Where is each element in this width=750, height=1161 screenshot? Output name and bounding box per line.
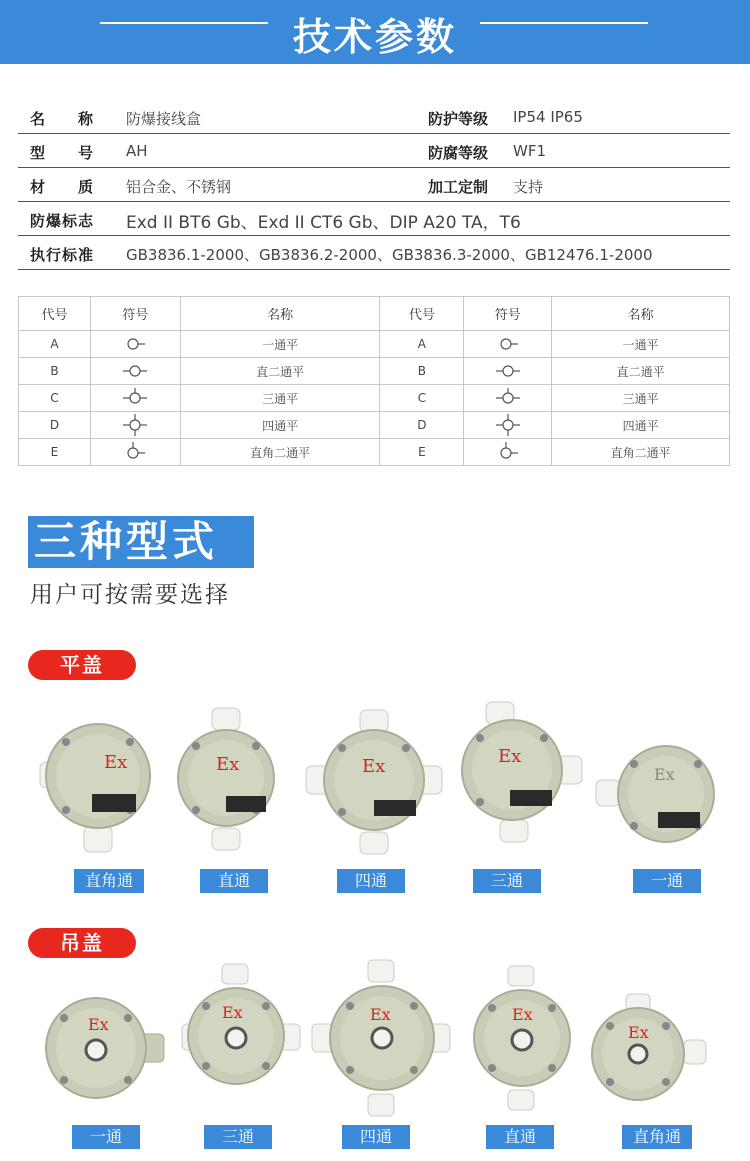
ex-mark: Ex bbox=[654, 765, 675, 784]
name-cell: 直角二通平 bbox=[552, 439, 730, 466]
code-cell: C bbox=[380, 385, 464, 412]
product-image-hanging-four-way bbox=[310, 958, 452, 1120]
spec-row bbox=[18, 100, 730, 134]
code-cell: A bbox=[380, 331, 464, 358]
ex-mark: Ex bbox=[628, 1023, 649, 1042]
product-image-flat-right-angle bbox=[32, 718, 164, 858]
section-title: 三种型式 bbox=[28, 516, 254, 568]
symbol-cell bbox=[90, 412, 180, 439]
name-cell: 三通平 bbox=[552, 385, 730, 412]
ex-mark: Ex bbox=[512, 1005, 533, 1024]
product-image-flat-straight bbox=[176, 706, 276, 856]
code-cell: B bbox=[19, 358, 91, 385]
ex-mark: Ex bbox=[104, 752, 128, 773]
table-row bbox=[19, 412, 730, 439]
right-angle-two-way-symbol-icon bbox=[491, 441, 525, 463]
name-cell: 三通平 bbox=[180, 385, 380, 412]
table-row bbox=[19, 385, 730, 412]
symbol-cell bbox=[464, 439, 552, 466]
code-table bbox=[18, 296, 730, 466]
name-cell: 一通平 bbox=[552, 331, 730, 358]
name-cell: 直二通平 bbox=[552, 358, 730, 385]
three-way-symbol-icon bbox=[491, 387, 525, 409]
spec-value: 支持 bbox=[513, 178, 544, 196]
code-cell: B bbox=[380, 358, 464, 385]
symbol-cell bbox=[464, 331, 552, 358]
product-image-hanging-right-angle bbox=[590, 992, 710, 1108]
product-caption: 四通 bbox=[337, 869, 405, 893]
product-caption: 四通 bbox=[342, 1125, 410, 1149]
name-cell: 直角二通平 bbox=[180, 439, 380, 466]
spec-key: 型 号 bbox=[30, 144, 95, 162]
symbol-cell bbox=[464, 385, 552, 412]
product-caption: 三通 bbox=[204, 1125, 272, 1149]
name-cell: 四通平 bbox=[552, 412, 730, 439]
ex-mark: Ex bbox=[498, 746, 522, 767]
spec-key: 加工定制 bbox=[428, 178, 489, 196]
symbol-cell bbox=[90, 385, 180, 412]
spec-value: GB3836.1-2000、GB3836.2-2000、GB3836.3-2000、GB12476.1-2000 bbox=[126, 246, 653, 264]
spec-row bbox=[18, 202, 730, 236]
product-image-hanging-straight bbox=[470, 964, 574, 1114]
product-caption: 直通 bbox=[486, 1125, 554, 1149]
one-way-symbol-icon bbox=[118, 335, 152, 353]
spec-value: IP54 IP65 bbox=[513, 108, 583, 126]
symbol-cell bbox=[90, 439, 180, 466]
group-label-flat-cover: 平盖 bbox=[28, 650, 136, 680]
product-image-hanging-one-way bbox=[42, 994, 170, 1104]
spec-value: 防爆接线盒 bbox=[126, 110, 202, 128]
header-banner bbox=[0, 0, 750, 64]
header-cell: 名称 bbox=[180, 297, 380, 331]
code-cell: D bbox=[19, 412, 91, 439]
spec-key: 执行标准 bbox=[30, 246, 95, 264]
four-way-symbol-icon bbox=[118, 413, 152, 437]
name-cell: 四通平 bbox=[180, 412, 380, 439]
code-cell: D bbox=[380, 412, 464, 439]
product-caption: 三通 bbox=[473, 869, 541, 893]
section-subtitle: 用户可按需要选择 bbox=[30, 582, 230, 608]
ex-mark: Ex bbox=[222, 1003, 243, 1022]
spec-key: 材 质 bbox=[30, 178, 95, 196]
code-cell: A bbox=[19, 331, 91, 358]
ex-mark: Ex bbox=[362, 756, 386, 777]
three-way-symbol-icon bbox=[118, 387, 152, 409]
code-cell: C bbox=[19, 385, 91, 412]
header-cell: 符号 bbox=[464, 297, 552, 331]
code-table-header bbox=[19, 297, 730, 331]
table-row bbox=[19, 331, 730, 358]
straight-two-way-symbol-icon bbox=[491, 362, 525, 380]
straight-two-way-symbol-icon bbox=[118, 362, 152, 380]
name-cell: 直二通平 bbox=[180, 358, 380, 385]
spec-key: 名 称 bbox=[30, 110, 95, 128]
spec-row bbox=[18, 168, 730, 202]
header-line-right bbox=[480, 22, 648, 24]
spec-key: 防护等级 bbox=[428, 110, 489, 128]
code-cell: E bbox=[380, 439, 464, 466]
one-way-symbol-icon bbox=[491, 335, 525, 353]
product-caption: 一通 bbox=[72, 1125, 140, 1149]
product-caption: 直角通 bbox=[622, 1125, 692, 1149]
table-row bbox=[19, 439, 730, 466]
header-cell: 符号 bbox=[90, 297, 180, 331]
header-cell: 代号 bbox=[380, 297, 464, 331]
right-angle-two-way-symbol-icon bbox=[118, 441, 152, 463]
header-cell: 名称 bbox=[552, 297, 730, 331]
four-way-symbol-icon bbox=[491, 413, 525, 437]
spec-value: Exd II BT6 Gb、Exd II CT6 Gb、DIP A20 TA，T6 bbox=[126, 213, 521, 233]
product-image-flat-four-way bbox=[304, 708, 446, 858]
product-image-flat-one-way bbox=[594, 740, 720, 850]
table-row bbox=[19, 358, 730, 385]
symbol-cell bbox=[90, 331, 180, 358]
product-caption: 直角通 bbox=[74, 869, 144, 893]
ex-mark: Ex bbox=[88, 1015, 109, 1034]
product-caption: 直通 bbox=[200, 869, 268, 893]
spec-row bbox=[18, 236, 730, 270]
name-cell: 一通平 bbox=[180, 331, 380, 358]
page-title: 技术参数 bbox=[292, 15, 457, 59]
product-caption: 一通 bbox=[633, 869, 701, 893]
spec-row bbox=[18, 134, 730, 168]
spec-key: 防腐等级 bbox=[428, 144, 489, 162]
code-cell: E bbox=[19, 439, 91, 466]
group-label-hanging-cover: 吊盖 bbox=[28, 928, 136, 958]
spec-value: AH bbox=[126, 142, 148, 160]
ex-mark: Ex bbox=[216, 754, 240, 775]
ex-mark: Ex bbox=[370, 1005, 391, 1024]
symbol-cell bbox=[464, 412, 552, 439]
symbol-cell bbox=[464, 358, 552, 385]
product-image-flat-three-way bbox=[456, 700, 586, 850]
header-cell: 代号 bbox=[19, 297, 91, 331]
spec-key: 防爆标志 bbox=[30, 212, 95, 230]
symbol-cell bbox=[90, 358, 180, 385]
spec-value: WF1 bbox=[513, 142, 547, 160]
spec-table bbox=[18, 100, 730, 270]
product-image-hanging-three-way bbox=[178, 962, 304, 1112]
spec-value: 铝合金、不锈钢 bbox=[126, 178, 232, 196]
